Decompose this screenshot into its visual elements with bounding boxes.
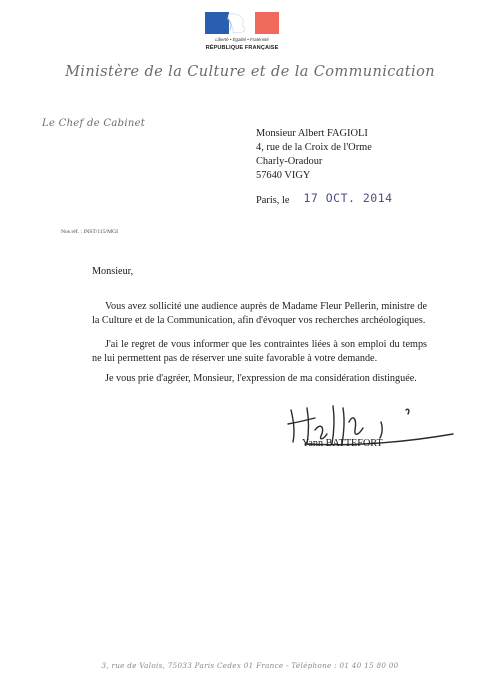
recipient-name: Monsieur Albert FAGIOLI xyxy=(256,128,368,139)
date-line xyxy=(256,191,393,206)
paragraph-closing: Je vous prie d'agréer, Monsieur, l'expression de ma considération distinguée. xyxy=(105,373,417,384)
marianne-profile-icon xyxy=(219,12,263,34)
reference-number: Nos réf. : INST/115/MGI xyxy=(61,229,118,235)
paragraph-request: Vous avez sollicité une audience auprès de Madame Fleur Pellerin, ministre de la Culture et de la Communication, afin d'évoquer vos recherches archéologiques. xyxy=(92,301,427,326)
salutation: Monsieur, xyxy=(92,266,134,277)
republique-francaise-logo xyxy=(203,12,281,56)
republic-motto: Liberté • Égalité • Fraternité xyxy=(215,37,269,42)
recipient-address xyxy=(256,127,372,183)
sender-title: Le Chef de Cabinet xyxy=(42,118,146,129)
republic-name: RÉPUBLIQUE FRANÇAISE xyxy=(205,45,279,51)
date-prefix: Paris, le xyxy=(256,195,290,206)
recipient-locality: Charly-Oradour xyxy=(256,156,323,167)
footer-address: 3, rue de Valois, 75033 Paris Cedex 01 France - Téléphone : 01 40 15 80 00 xyxy=(101,661,399,670)
handwritten-signature xyxy=(285,400,460,460)
signer-name: Yann BATTEFORT xyxy=(302,438,383,449)
ministry-heading: Ministère de la Culture et de la Communication xyxy=(65,64,435,80)
recipient-postal: 57640 VIGY xyxy=(256,170,311,181)
paragraph-refusal: J'ai le regret de vous informer que les contraintes liées à son emploi du temps ne lui permettent pas de réserver une suite favorable à votre demande. xyxy=(92,339,427,364)
recipient-street: 4, rue de la Croix de l'Orme xyxy=(256,142,372,153)
date-stamp: 17 OCT. 2014 xyxy=(303,191,393,205)
